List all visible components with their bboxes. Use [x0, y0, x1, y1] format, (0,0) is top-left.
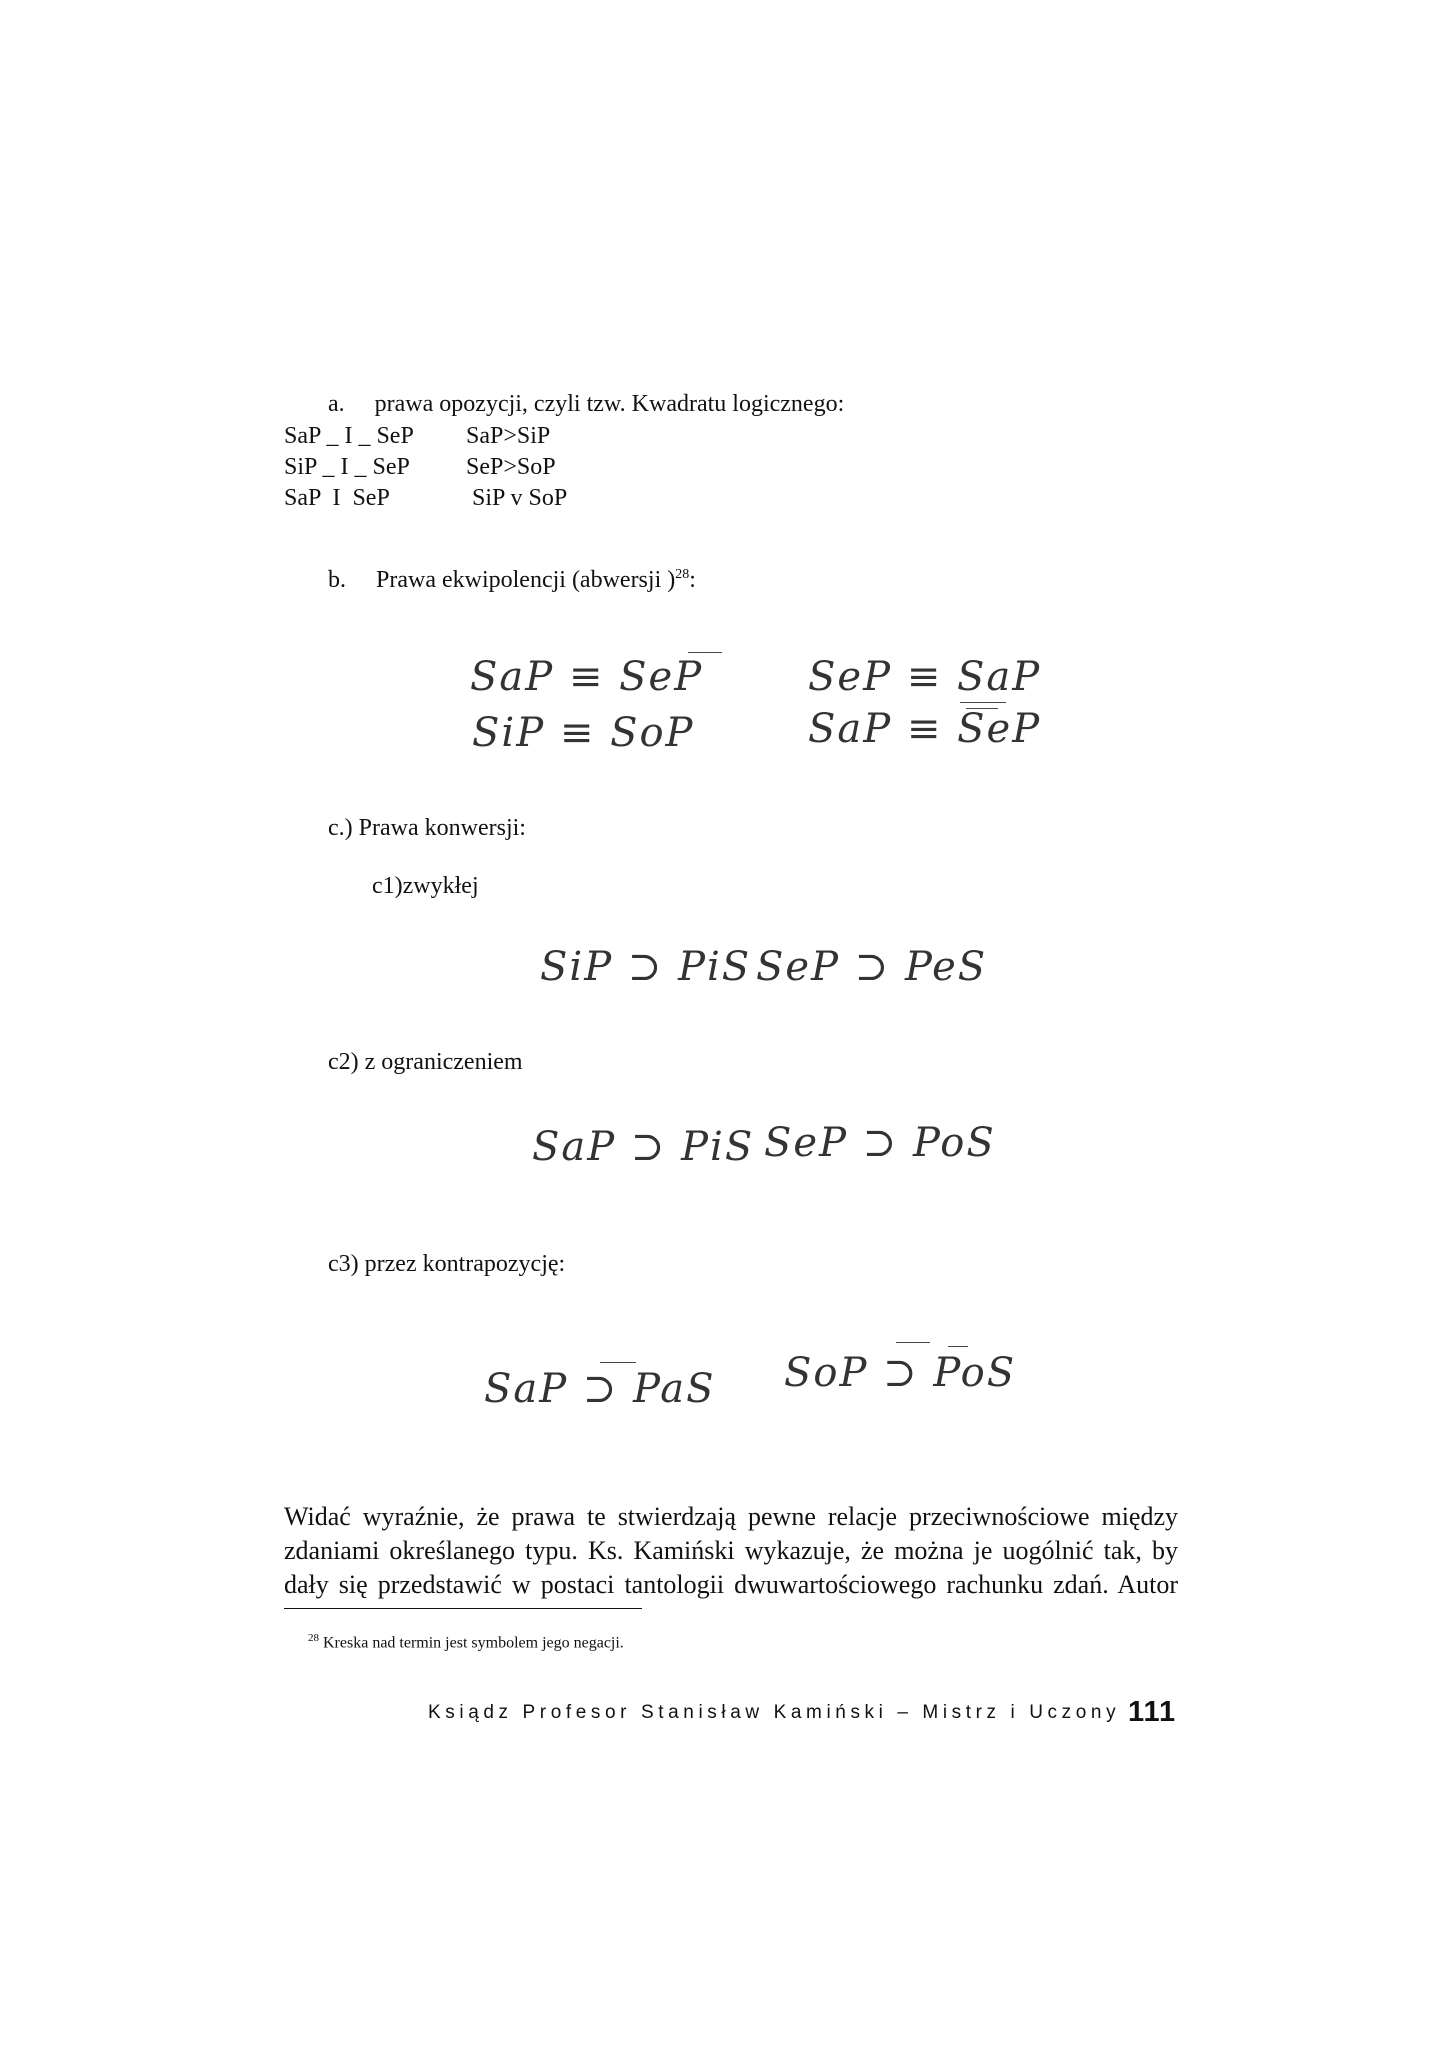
formula-lhs: SaP: [808, 706, 893, 752]
body-paragraph: [284, 1500, 1178, 1602]
conversion-limited-formula-2: [764, 1120, 996, 1166]
footnote-separator: [284, 1608, 642, 1609]
opposition-row-2-left: SiP _ I _ SeP: [284, 454, 410, 480]
footnote-text: Kreska nad termin jest symbolem jego negacji.: [323, 1634, 624, 1652]
formula-lhs: SeP: [808, 654, 892, 700]
equipollence-formula-2: [472, 710, 694, 756]
running-footer-title: Ksiądz Profesor Stanisław Kamiński – Mistrz i Uczony: [428, 1702, 1121, 1723]
section-b-text: Prawa ekwipolencji (abwersji ): [376, 567, 676, 593]
formula-rhs: PiS: [678, 944, 752, 990]
equipollence-formula-4: [808, 706, 1041, 752]
contraposition-formula-2: [784, 1350, 1016, 1396]
formula-lhs: SoP: [784, 1350, 869, 1396]
formula-rhs: PiS: [681, 1124, 755, 1170]
section-a-label: a.: [328, 391, 345, 417]
formula-rhs: PaS: [633, 1366, 716, 1412]
implies-symbol: ⊃: [854, 944, 891, 990]
negation-bar: [960, 702, 1006, 703]
conversion-limited-formula-1: [532, 1124, 754, 1170]
section-a-heading-text: prawa opozycji, czyli tzw. Kwadratu logicznego:: [374, 391, 845, 417]
formula-lhs: SiP: [472, 710, 546, 756]
negation-bar: [948, 1346, 968, 1347]
section-b-colon: :: [689, 567, 696, 593]
equipollence-formula-3: [808, 654, 1041, 700]
implies-symbol: ⊃: [630, 1124, 667, 1170]
formula-lhs: SaP: [532, 1124, 617, 1170]
formula-rhs: SeP: [619, 654, 704, 700]
formula-lhs: SeP: [756, 944, 840, 990]
opposition-row-2-right: SeP>SoP: [466, 454, 556, 480]
paragraph-line: zdaniami określanego typu. Ks. Kamiński wykazuje, że można je uogólnić tak, by: [284, 1536, 1178, 1565]
formula-lhs: SiP: [540, 944, 614, 990]
footnote: [308, 1632, 624, 1652]
formula-lhs: SaP: [484, 1366, 569, 1412]
equipollence-formula-1: [470, 654, 703, 700]
formula-rhs: SeP: [957, 706, 1042, 752]
equiv-symbol: ≡: [559, 710, 596, 756]
equiv-symbol: ≡: [568, 654, 605, 700]
opposition-row-3-right: SiP v SoP: [472, 485, 568, 511]
section-b-heading: [328, 568, 696, 592]
formula-rhs: PoS: [912, 1120, 996, 1166]
conversion-simple-formula-1: [540, 944, 751, 990]
page-number: 111: [1128, 1696, 1177, 1728]
conversion-simple-formula-2: [756, 944, 987, 990]
opposition-row-1-right: SaP>SiP: [466, 423, 551, 449]
equiv-symbol: ≡: [906, 706, 943, 752]
formula-rhs: SoP: [610, 710, 695, 756]
footnote-ref: 28: [675, 567, 690, 582]
paragraph-line: Widać wyraźnie, że prawa te stwierdzają pewne relacje przeciwnościowe między: [284, 1502, 1178, 1531]
negation-bar: [688, 652, 722, 653]
implies-symbol: ⊃: [627, 944, 664, 990]
formula-rhs: PeS: [904, 944, 988, 990]
section-b-label: b.: [328, 567, 346, 593]
negation-bar: [896, 1342, 930, 1343]
equiv-symbol: ≡: [906, 654, 943, 700]
section-a-heading: [328, 392, 844, 416]
paragraph-line: dały się przedstawić w postaci tantologii dwuwartościowego rachunku zdań. Autor: [284, 1570, 1178, 1599]
c2-label: c2) z ograniczeniem: [328, 1049, 523, 1075]
formula-rhs: PoS: [933, 1350, 1017, 1396]
negation-bar: [966, 708, 998, 709]
c3-label: c3) przez kontrapozycję:: [328, 1251, 566, 1277]
opposition-row-1-left: SaP _ I _ SeP: [284, 423, 414, 449]
opposition-row-3-left: SaP I SeP: [284, 485, 390, 511]
implies-symbol: ⊃: [862, 1120, 899, 1166]
negation-bar: [600, 1362, 636, 1363]
section-c-heading: c.) Prawa konwersji:: [328, 815, 526, 841]
footnote-number: 28: [308, 1632, 319, 1644]
formula-lhs: SeP: [764, 1120, 848, 1166]
implies-symbol: ⊃: [883, 1350, 919, 1396]
formula-lhs: SaP: [470, 654, 555, 700]
implies-symbol: ⊃: [582, 1366, 619, 1412]
c1-label: c1)zwykłej: [372, 873, 479, 899]
contraposition-formula-1: [484, 1366, 716, 1412]
formula-rhs: SaP: [956, 654, 1042, 700]
